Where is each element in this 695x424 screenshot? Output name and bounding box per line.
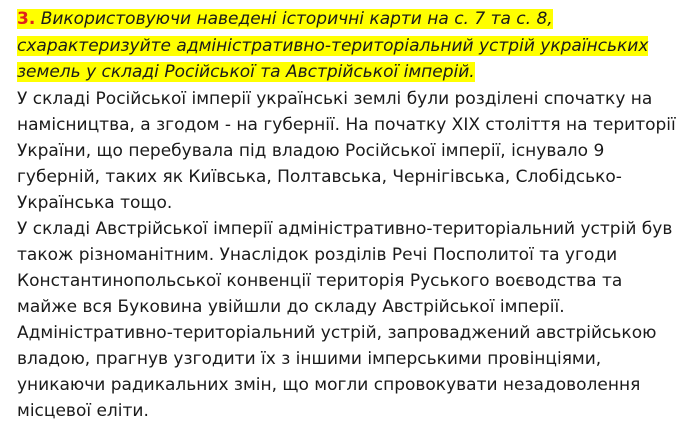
task-text: Використовуючи наведені історичні карти на с. 7 та с. 8, схарактеризуйте адміністративно-територіальний устрій українських земель у складі Російської та Австрійської імперій. [17,9,649,82]
task-number: 3. [17,9,36,29]
task-statement [17,6,687,86]
textbook-answer [17,6,687,424]
task-highlight [17,9,648,82]
answer-paragraph-austrian-empire: У складі Австрійської імперії адміністративно-територіальний устрій був також різноманітним. Унаслідок розділів Речі Посполитої та угоди Константинопольської конвенції територія Руського воєводства та майже вся Буковина увійшли до складу Австрійської імперії. Адміністративно-територіальний устрій, запроваджений австрійською владою, прагнув узгодити їх з іншими імперськими провінціями, уникаючи радикальних змін, що могли спровокувати незадоволення місцевої еліти. [17,218,673,421]
answer-paragraph-russian-empire: У складі Російської імперії українські землі були розділені спочатку на намісництва, а згодом - на губернії. На початку XIX століття на території України, що перебувала під владою Російської імперії, існувало 9 губерній, таких як Київська, Полтавська, Чернігівська, Слобідсько-Українська тощо. [17,88,676,213]
